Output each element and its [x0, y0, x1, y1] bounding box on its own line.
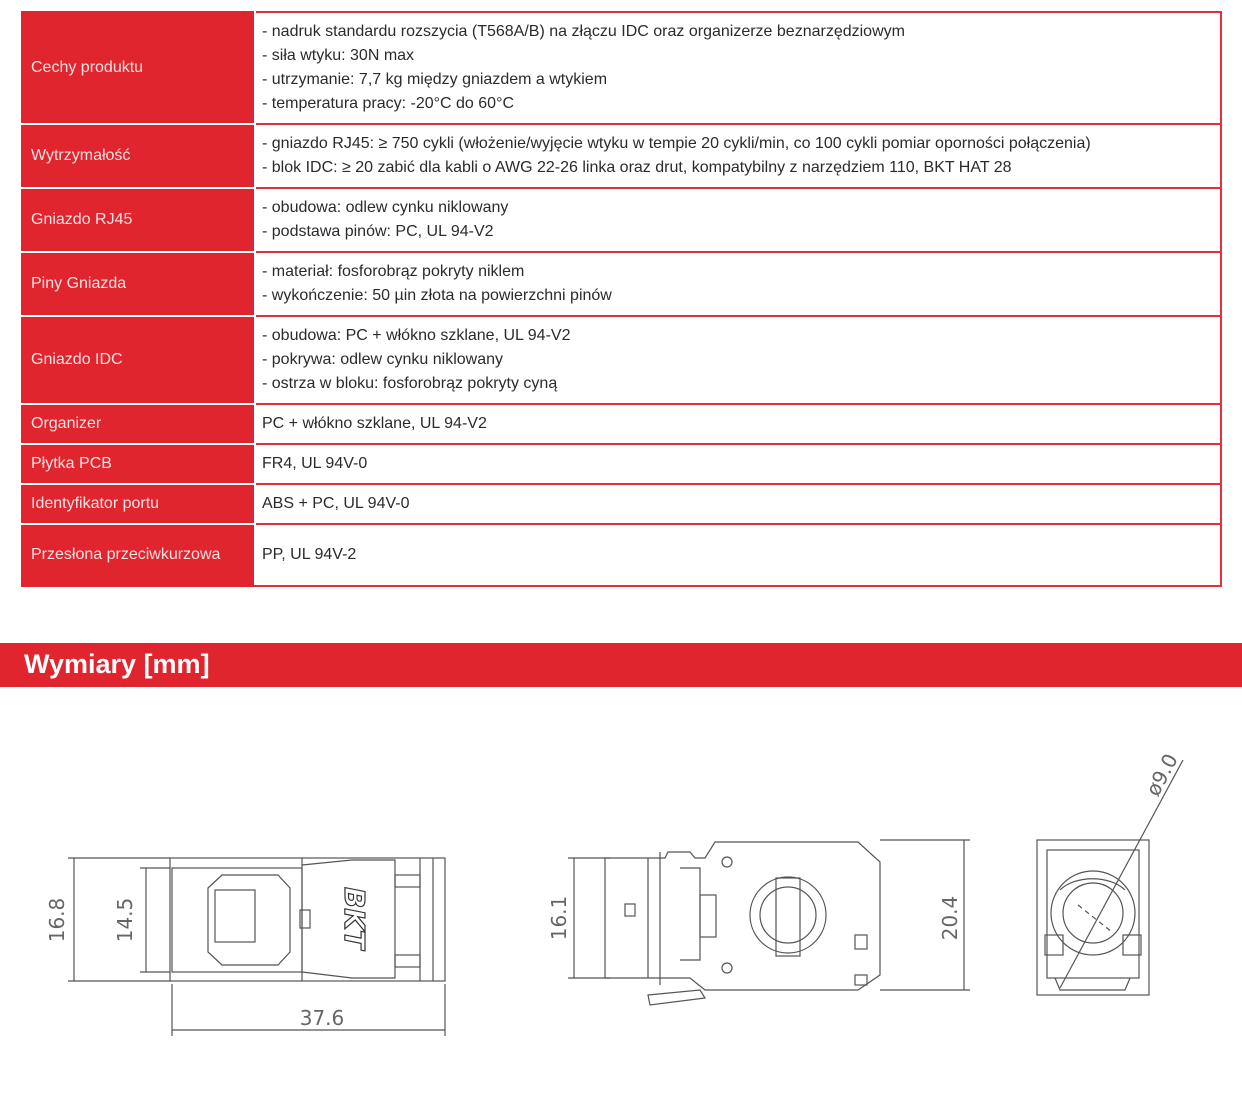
front-length-label: 37.6: [299, 1006, 345, 1030]
spec-row: [22, 524, 1221, 586]
front-height-inner-label: 14.5: [113, 897, 137, 943]
spec-value: [255, 252, 1221, 316]
spec-value-line: - materiał: fosforobrąz pokryty niklem: [262, 263, 525, 280]
spec-value-line: FR4, UL 94V-0: [262, 455, 368, 472]
spec-value-line: - pokrywa: odlew cynku niklowany: [262, 351, 503, 368]
spec-value: [255, 124, 1221, 188]
spec-row: [22, 124, 1221, 188]
spec-value-line: - obudowa: odlew cynku niklowany: [262, 199, 509, 216]
spec-row: [22, 252, 1221, 316]
spec-value-line: - ostrza w bloku: fosforobrąz pokryty cyną: [262, 375, 558, 392]
spec-key: Organizer: [22, 404, 255, 444]
section-title: Wymiary [mm]: [24, 649, 210, 679]
spec-value-line: - podstawa pinów: PC, UL 94-V2: [262, 223, 494, 240]
spec-value-line: PC + włókno szklane, UL 94-V2: [262, 415, 487, 432]
spec-row: [22, 444, 1221, 484]
side-height-right-label: 20.4: [938, 895, 962, 941]
spec-value-line: PP, UL 94V-2: [262, 546, 357, 563]
spec-key: Piny Gniazda: [22, 252, 255, 316]
spec-key: Gniazdo RJ45: [22, 188, 255, 252]
spec-value-line: - obudowa: PC + włókno szklane, UL 94-V2: [262, 327, 571, 344]
spec-key: Wytrzymałość: [22, 124, 255, 188]
spec-value-line: - wykończenie: 50 µin złota na powierzchni pinów: [262, 287, 612, 304]
spec-value: [255, 316, 1221, 404]
spec-value: [255, 12, 1221, 124]
spec-table: [21, 11, 1222, 587]
section-header-bar: [0, 643, 1242, 687]
spec-value: [255, 524, 1221, 586]
spec-key: Płytka PCB: [22, 444, 255, 484]
dimension-drawing: [0, 740, 1242, 1108]
front-view-drawing: [68, 858, 445, 1036]
spec-value-line: - nadruk standardu rozszycia (T568A/B) na złączu IDC oraz organizerze beznarzędziowym: [262, 23, 905, 40]
front-height-outer-label: 16.8: [45, 897, 69, 943]
spec-key: Przesłona przeciwkurzowa: [22, 524, 255, 586]
spec-value-line: - gniazdo RJ45: ≥ 750 cykli (włożenie/wyjęcie wtyku w tempie 20 cykli/min, co 100 cykli pomiar oporności połączenia): [262, 135, 1091, 152]
spec-key: Gniazdo IDC: [22, 316, 255, 404]
spec-value: [255, 404, 1221, 444]
spec-row: [22, 484, 1221, 524]
spec-row: [22, 12, 1221, 124]
spec-value-line: - siła wtyku: 30N max: [262, 47, 415, 64]
spec-value: [255, 444, 1221, 484]
spec-value: [255, 484, 1221, 524]
spec-value-line: - blok IDC: ≥ 20 zabić dla kabli o AWG 22-26 linka oraz drut, kompatybilny z narzędziem 110, BKT HAT 28: [262, 159, 1012, 176]
spec-key: Cechy produktu: [22, 12, 255, 124]
side-view-drawing: [568, 840, 970, 1005]
spec-value: [255, 188, 1221, 252]
rear-diameter-label: ø9.0: [1140, 749, 1183, 800]
spec-row: [22, 404, 1221, 444]
side-height-left-label: 16.1: [547, 895, 571, 941]
spec-row: [22, 188, 1221, 252]
bkt-logo-text: BKT: [338, 886, 371, 950]
spec-value-line: - temperatura pracy: -20°C do 60°C: [262, 95, 515, 112]
spec-value-line: - utrzymanie: 7,7 kg między gniazdem a wtykiem: [262, 71, 608, 88]
spec-key: Identyfikator portu: [22, 484, 255, 524]
spec-value-line: ABS + PC, UL 94V-0: [262, 495, 410, 512]
spec-row: [22, 316, 1221, 404]
